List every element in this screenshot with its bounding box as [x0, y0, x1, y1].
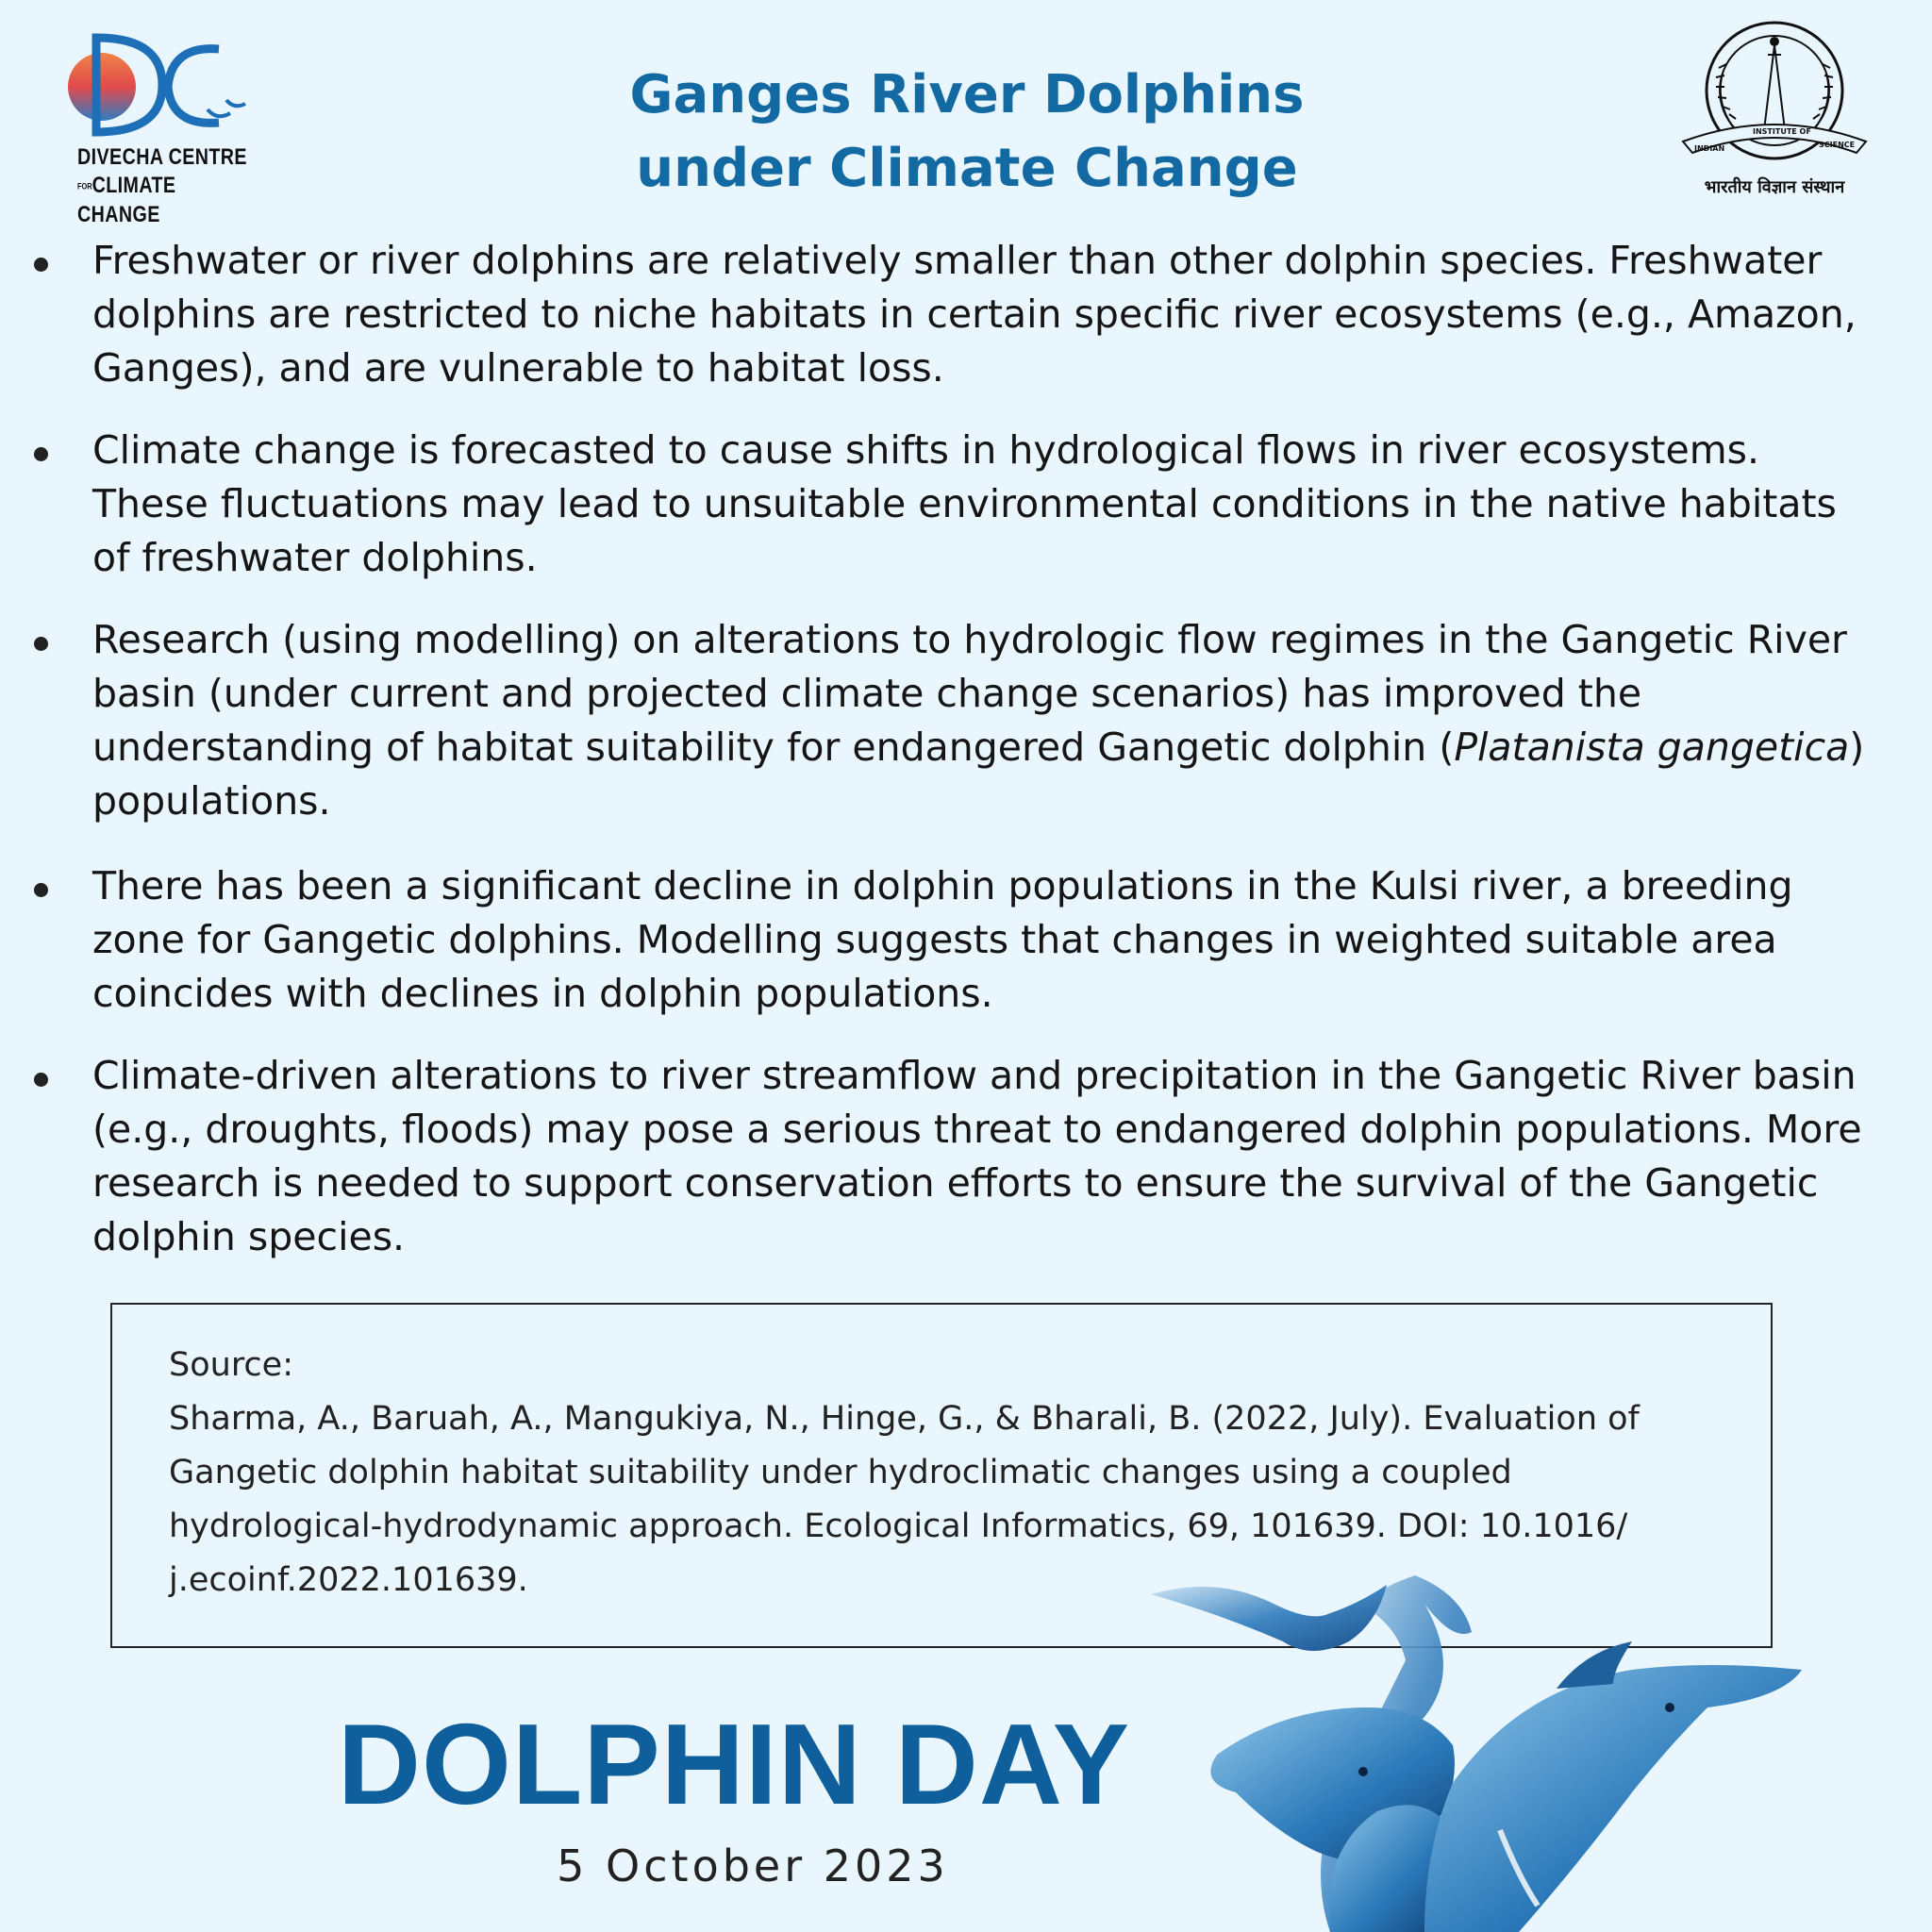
bullet-dot-icon — [34, 447, 48, 461]
iisc-devanagari-name: भारतीय विज्ञान संस्थान — [1704, 177, 1845, 197]
event-title: DOLPHIN DAY — [337, 1700, 1131, 1828]
bullet-dot-icon — [34, 1073, 48, 1087]
iisc-arc-mid: INSTITUTE OF — [1753, 127, 1811, 136]
bullet-text: Climate-driven alterations to river streamflow and precipitation in the Gangetic River basin (e.g., droughts, floods) may pose a serious threat to endangered dolphin populations. More research is needed to support conservation efforts to ensure the survival of the Gangetic dolphin species. — [92, 1053, 1862, 1259]
event-date: 5 October 2023 — [557, 1840, 949, 1891]
bullet-item — [28, 234, 1877, 395]
dolphin-eye-icon — [1665, 1703, 1674, 1712]
dolphin-eye-icon — [1358, 1767, 1368, 1776]
bullet-dot-icon — [34, 883, 48, 897]
bullet-item — [28, 1049, 1877, 1264]
bullet-text: There has been a significant decline in dolphin populations in the Kulsi river, a breeding zone for Gangetic dolphins. Modelling suggests that changes in weighted suitable area coincides with declines in dolphin populations. — [92, 863, 1793, 1016]
iisc-emblem-icon — [1677, 17, 1872, 177]
bullet-text: Freshwater or river dolphins are relatively smaller than other dolphin species. Freshwater dolphins are restricted to niche habitats in certain specific river ecosystems (e.g., Amazon, Ganges), and are vulnerable to habitat loss. — [92, 238, 1857, 391]
iisc-logo — [1677, 17, 1872, 206]
bullet-dot-icon — [34, 258, 48, 272]
bullet-text: Research (using modelling) on alterations to hydrologic flow regimes in the Gangetic River basin (under current and projected climate change scenarios) has improved the understanding of habitat suitability for endangered Gangetic dolphin ( — [92, 617, 1847, 770]
source-citation: Sharma, A., Baruah, A., Mangukiya, N., Hinge, G., & Bharali, B. (2022, July). Evaluation of Gangetic dolphin habitat suitability under hydroclimatic changes using a coupled hydrological-hydrodynamic approach. Ecological Informatics, 69, 101639. DOI: 10.1016/ j.ecoinf.2022.101639. — [169, 1400, 1640, 1599]
divecha-emblem-icon — [58, 28, 266, 142]
bullet-item — [28, 424, 1877, 585]
title-line-1: Ganges River Dolphins — [629, 64, 1305, 125]
bullet-dot-icon — [34, 637, 48, 651]
iisc-arc-left: INDIAN — [1694, 144, 1725, 153]
key-points-list — [28, 234, 1877, 1292]
source-label: Source: — [169, 1346, 294, 1384]
bullet-text: Climate change is forecasted to cause shifts in hydrological flows in river ecosystems. These fluctuations may lead to unsuitable environmental conditions in the native habitats of freshwater dolphins. — [92, 427, 1837, 580]
bullet-item — [28, 859, 1877, 1021]
dolphins-illustration — [1141, 1566, 1821, 1932]
dolphin-right-body-icon — [1424, 1665, 1802, 1932]
species-name: Platanista gangetica — [1454, 724, 1850, 770]
iisc-arc-right: SCIENCE — [1819, 141, 1856, 149]
title-line-2: under Climate Change — [636, 138, 1298, 199]
bullet-text-end: ) populations. — [92, 724, 1865, 824]
divecha-centre-logo — [58, 28, 266, 227]
page-title — [528, 58, 1406, 206]
logo-for: FOR — [77, 181, 92, 192]
logo-line-2: CLIMATE CHANGE — [77, 173, 176, 227]
logo-line-1: DIVECHA CENTRE — [77, 144, 247, 170]
dolphin-tail-icon — [1151, 1585, 1387, 1651]
bullet-item — [28, 613, 1877, 828]
